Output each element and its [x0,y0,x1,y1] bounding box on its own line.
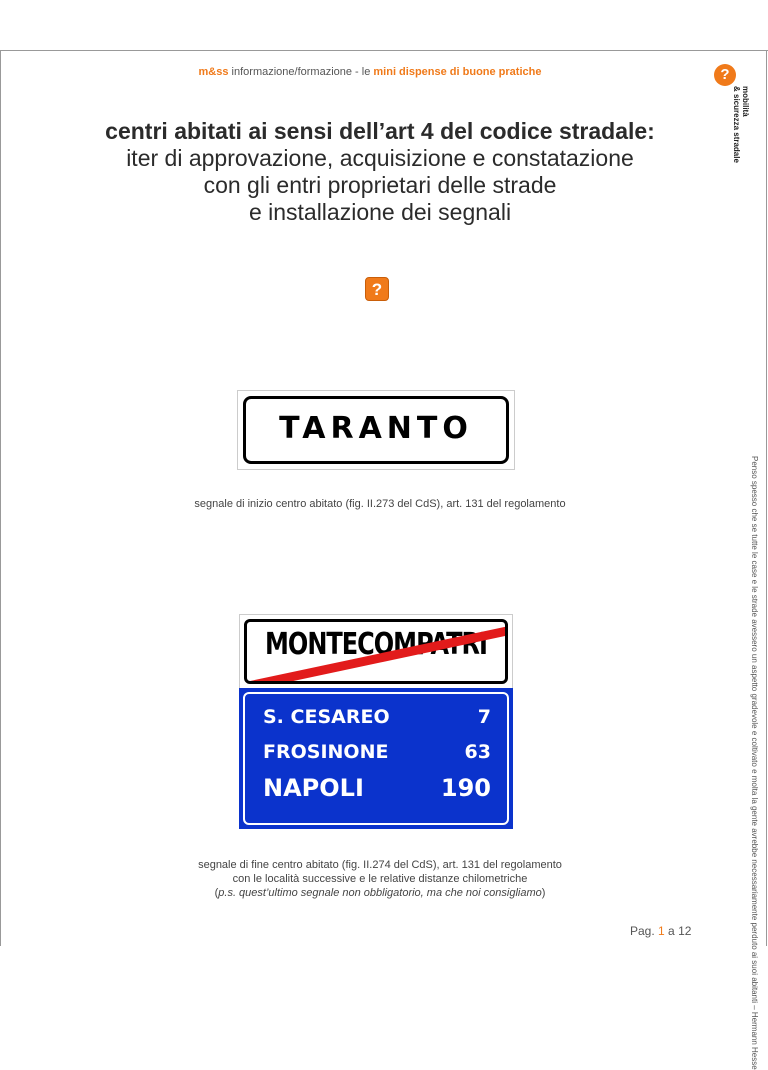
header-brand: m&ss [198,66,229,78]
logo-line2: & sicurezza stradale [732,86,741,163]
page-number [630,924,691,938]
question-mark-icon[interactable]: ? [365,277,389,301]
sign-start-text: TARANTO [243,396,509,464]
page-border-right [766,50,767,946]
sign-end-text: MONTECOMPATRI [265,626,487,662]
question-mark-logo-icon: ? [714,64,736,86]
page-total: 12 [678,924,692,938]
caption-end-line2: con le località successive e le relative distanze chilometriche [232,873,528,885]
destination-km: 63 [464,741,491,763]
destination-name: S. CESAREO [263,706,390,728]
header-accent: mini dispense di buone pratiche [373,66,542,78]
caption-end-paren-open: ( [214,887,219,899]
caption-end-line1: segnale di fine centro abitato (fig. II.274 del CdS), art. 131 del regolamento [198,859,562,871]
caption-end-paren-close: ) [541,887,546,899]
caption-end-note: p.s. quest’ultimo segnale non obbligatorio, ma che noi consigliamo [218,887,542,899]
title-line1: centri abitati ai sensi dell’art 4 del codice stradale: [105,118,655,144]
destination-sign [239,688,513,829]
destination-name: FROSINONE [263,741,389,763]
sign-start-town [237,390,515,470]
document-header [0,66,740,78]
side-quote: Penso spesso che se tutte le case e le strade avessero un aspetto gradevole e coltivato e molta la gente avrebbe necessariamente perduto ai suoi abitanti – Hermann Hesse [750,456,759,1070]
page-prefix: Pag. [630,924,659,938]
logo-text [732,86,750,226]
destination-km: 7 [477,706,491,728]
caption-start-sign: segnale di inizio centro abitato (fig. II.273 del CdS), art. 131 del regolamento [194,498,566,510]
destination-sign-frame [243,692,509,825]
header-middle: informazione/formazione - le [228,66,374,78]
title-line4: e installazione dei segnali [248,199,512,225]
page-sep: a [664,924,679,938]
sign-end-town [239,614,513,689]
mss-logo [706,62,750,163]
page-current: 1 [658,924,665,938]
caption-end-sign [60,858,700,900]
destination-name: NAPOLI [263,774,364,802]
sign-end-frame [244,619,508,684]
title-line2: iter di approvazione, acquisizione e constatazione [126,145,634,171]
logo-line1: mobilità [741,86,750,117]
document-title [60,118,700,226]
destination-km: 190 [440,774,491,802]
caption-end-line3 [60,886,700,900]
title-line3: con gli entri proprietari delle strade [203,172,557,198]
